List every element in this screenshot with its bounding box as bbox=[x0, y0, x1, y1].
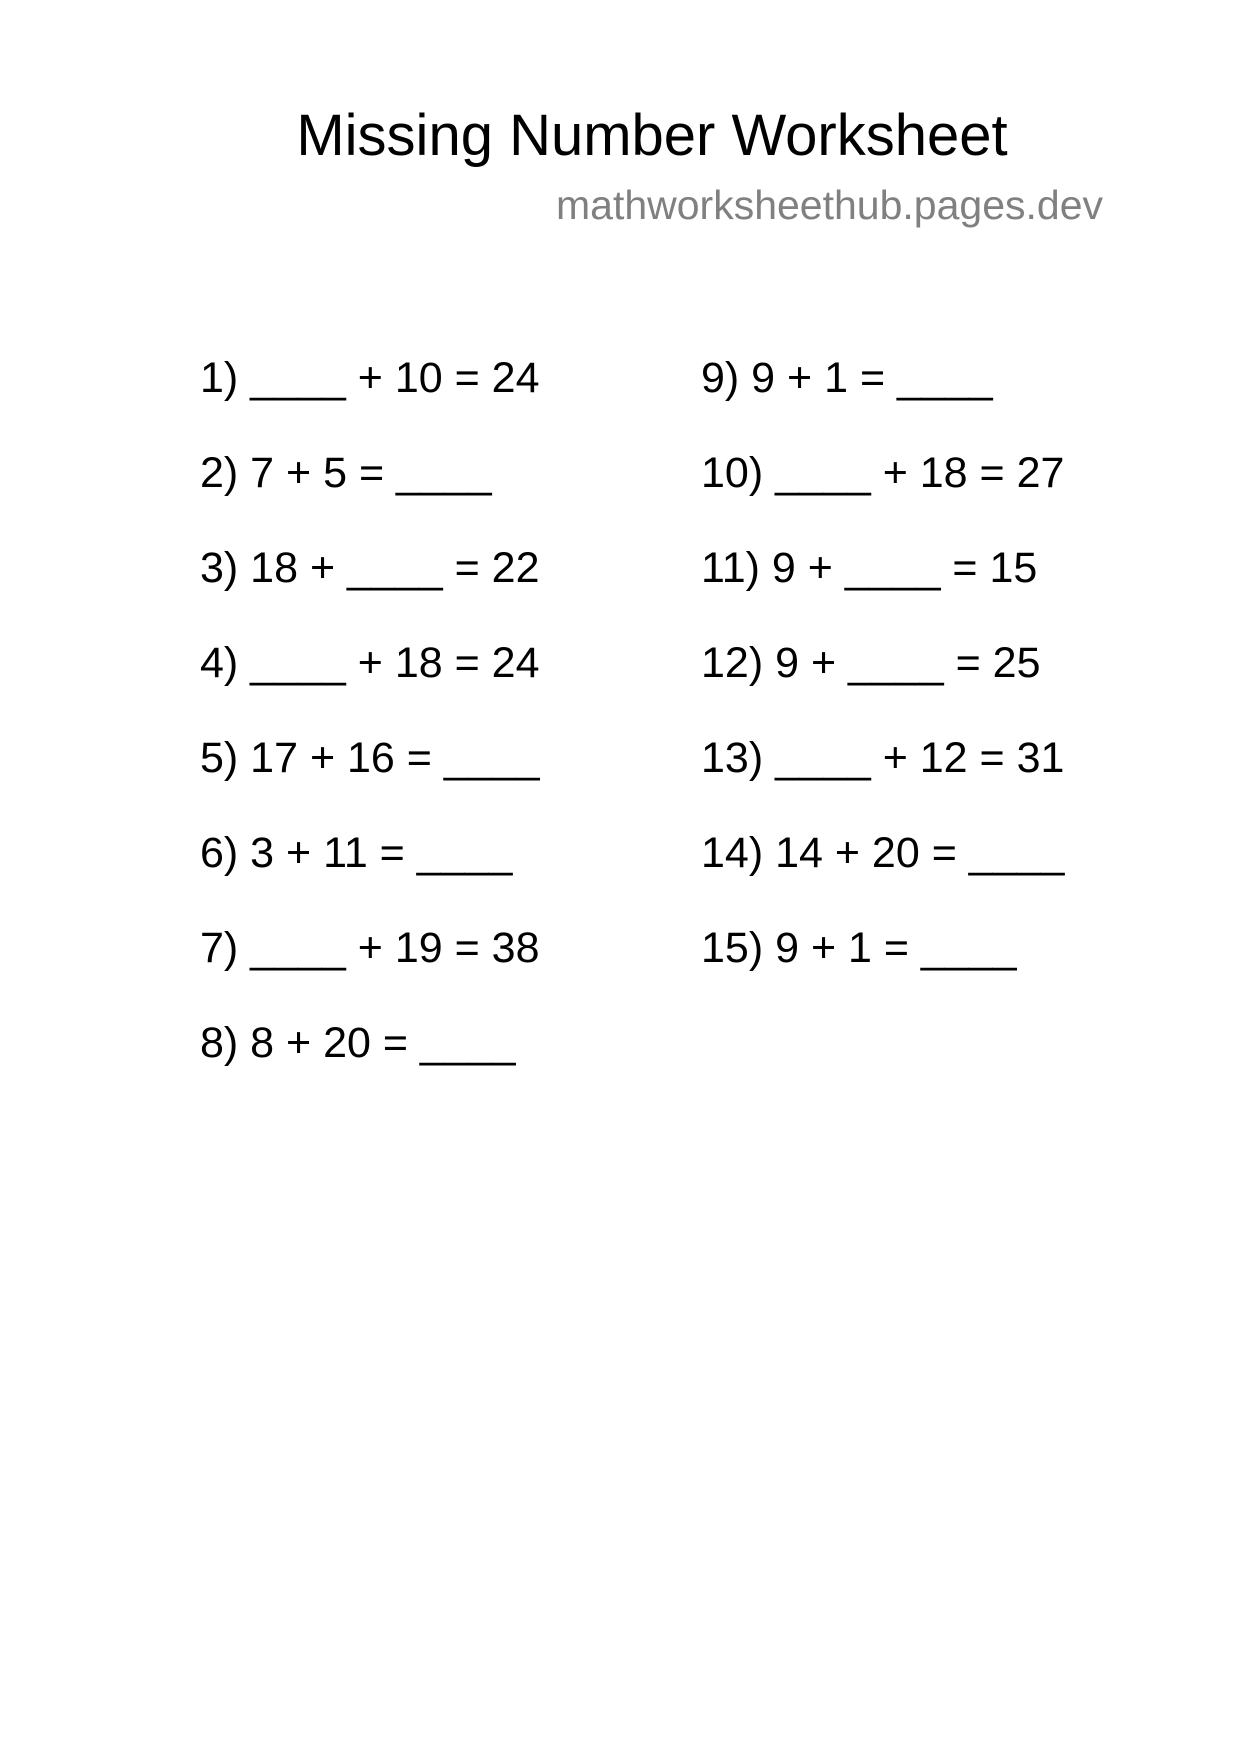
source-url: mathworksheethub.pages.dev bbox=[555, 182, 1103, 228]
problem-10: 10) ____ + 18 = 27 bbox=[701, 449, 1065, 497]
problem-13: 13) ____ + 12 = 31 bbox=[701, 734, 1065, 782]
problem-4: 4) ____ + 18 = 24 bbox=[200, 639, 540, 687]
page-title: Missing Number Worksheet bbox=[296, 103, 1008, 168]
problem-8: 8) 8 + 20 = ____ bbox=[200, 1019, 516, 1067]
problem-column-right bbox=[701, 350, 1064, 1015]
problem-14: 14) 14 + 20 = ____ bbox=[701, 829, 1065, 877]
problem-6: 6) 3 + 11 = ____ bbox=[200, 829, 513, 877]
problem-12: 12) 9 + ____ = 25 bbox=[701, 639, 1041, 687]
problem-1: 1) ____ + 10 = 24 bbox=[200, 354, 540, 402]
problem-9: 9) 9 + 1 = ____ bbox=[701, 354, 993, 402]
problem-15: 15) 9 + 1 = ____ bbox=[701, 924, 1017, 972]
problem-3: 3) 18 + ____ = 22 bbox=[200, 544, 540, 592]
problem-2: 2) 7 + 5 = ____ bbox=[200, 449, 492, 497]
problem-7: 7) ____ + 19 = 38 bbox=[200, 924, 540, 972]
problem-5: 5) 17 + 16 = ____ bbox=[200, 734, 540, 782]
problem-column-left bbox=[200, 350, 540, 1110]
problem-11: 11) 9 + ____ = 15 bbox=[701, 544, 1038, 592]
